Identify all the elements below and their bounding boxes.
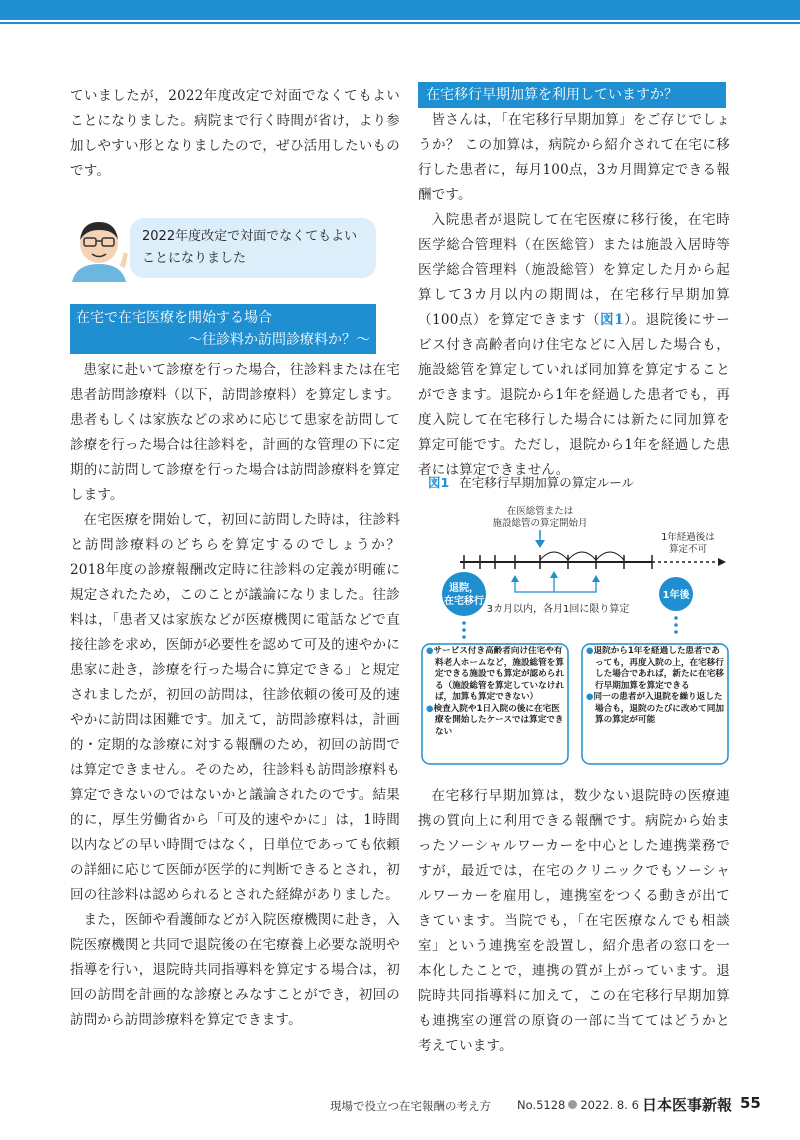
issue-info bbox=[517, 1098, 639, 1112]
figure-caption bbox=[428, 473, 634, 491]
note-right-content bbox=[586, 646, 724, 762]
left-intro bbox=[70, 84, 400, 184]
intro-paragraph: ていましたが，2022年度改定で対面でなくてもよいことになりました。病院まで行く時間が省け，より参加しやすい形となりましたので，ぜひ活用したいものです。 bbox=[70, 88, 400, 179]
body-paragraph: 患家に赴いて診療を行った場合，往診料または在宅患者訪問診療料（以下，訪問診療料）を算定します。患者もしくは家族などの求めに応じて患家を訪問して診療を行った場合は往診料を，計画的な管理の下に定期的に訪問して診療を行った場合は訪問診療料を算定します。 bbox=[70, 362, 400, 503]
figure-number: 図1 bbox=[428, 475, 450, 490]
bullet-icon: ● bbox=[426, 703, 434, 714]
top-rule bbox=[0, 22, 800, 24]
figure-diagram bbox=[420, 500, 730, 770]
note-item: 退院から1年を経過した患者であっても，再度入院の上，在宅移行した場合であれば，新たに在宅移行早期加算を算定できる bbox=[593, 646, 724, 691]
right-body-bottom bbox=[418, 784, 730, 1059]
start-label-1: 在医総管または bbox=[506, 506, 574, 517]
after-label-2: 算定不可 bbox=[668, 544, 708, 555]
body-paragraph: 在宅移行早期加算は，数少ない退院時の医療連携の質向上に利用できる報酬です。病院から始まったソーシャルワーカーを中心とした連携業務ですが，最近では，在宅のクリニックでもソーシャルワーカーを雇用し，連携室をつくる動きが出てきています。当院でも，「在宅医療なんでも相談室」という連携室を設置し，紹介患者の窓口を一本化したことで，連携の質が上がっています。退院時共同指導料に加えて，この在宅移行早期加算も連携室の運営の原資の一部に当ててはどうかと考えています。 bbox=[418, 788, 730, 1054]
text-span: ）。退院後にサービス付き高齢者向け住宅などに入居した場合も，施設総管を算定していれば同加算を算定することができます。退院から1年を経過した患者でも，再度入院して在宅移行した場合には新たに同加算を算定可能です。ただし，退院から1年を経過した患者には算定できません。 bbox=[418, 312, 730, 478]
issue-number: No.5128 bbox=[517, 1098, 566, 1112]
body-paragraph: 在宅医療を開始して，初回に訪問した時は，往診料と訪問診療料のどちらを算定するのでしょうか？ 2018年度の診療報酬改定時に往診料の定義が明確に規定されたため，このことが議論になりました。往診料は，「患者又は家族などが医療機関に電話などで直接往診を求め，医師が必要性を認めて可及的速やかに患家に赴き，診療を行った場合に算定できる」と規定されましたが，初回の訪問は，往診依頼の後可及的速やかに訪問は困難です。加えて，訪問診療料は，計画的・定期的な診療に対する報酬のため，初回の訪問では算定できません。そのため，往診料も訪問診療料も算定できないのではないかと議論されたのです。結果的に，厚生労働省から「可及的速やかに」は，1時間以内などの早い時間ではなく，日単位であっても依頼の詳細に応じて医師が医学的に判断できるとされ，初回の往診料は認められるとされた経緯がありました。 bbox=[70, 512, 400, 903]
month-arcs bbox=[540, 552, 624, 560]
top-color-bar bbox=[0, 0, 800, 20]
issue-date: 2022. 8. 6 bbox=[580, 1098, 639, 1112]
billing-arrow-heads-icon bbox=[511, 571, 600, 582]
after-label-1: 1年経過後は bbox=[661, 532, 715, 543]
right-body-top bbox=[418, 108, 730, 483]
start-label-2: 施設総管の算定開始月 bbox=[492, 518, 588, 529]
series-title: 現場で役立つ在宅報酬の考え方 bbox=[330, 1099, 491, 1113]
section-heading-home-care-start bbox=[70, 304, 376, 354]
start-arrow-head-icon bbox=[535, 540, 545, 548]
left-body bbox=[70, 358, 400, 1033]
page-footer bbox=[0, 1090, 800, 1120]
one-year-label: 1年後 bbox=[662, 590, 690, 601]
section-heading-early-transition bbox=[418, 82, 726, 108]
discharge-circle bbox=[442, 572, 486, 616]
note-item: 検査入院や1日入院の後に在宅医療を開始したケースでは算定できない bbox=[433, 703, 564, 737]
timeline-arrow-icon bbox=[718, 558, 726, 566]
publication-name: 日本医事新報 bbox=[642, 1096, 733, 1114]
dot-icon bbox=[568, 1100, 577, 1109]
heading-line-2: 〜往診料か訪問診療料か？〜 bbox=[188, 332, 370, 348]
page-number: 55 bbox=[740, 1094, 761, 1112]
billing-markers bbox=[515, 576, 596, 592]
range-label: 3カ月以内，各月1回に限り算定 bbox=[486, 604, 630, 615]
bubble-text: 2022年度改定で対面でなくてもよいことになりました bbox=[142, 229, 358, 266]
body-paragraph: 皆さんは，「在宅移行早期加算」をご存じでしょうか？ この加算は，病院から紹介されて在宅に移行した患者に，毎月100点，3カ月間算定できる報酬です。 bbox=[418, 112, 730, 203]
note-item: サービス付き高齢者向け住宅や有料老人ホームなど，施設総管を算定できる施設でも算定が認められる（施設総管を算定していなければ，加算も算定できない） bbox=[433, 646, 564, 702]
discharge-label-1: 退院， bbox=[449, 583, 479, 594]
bullet-icon: ● bbox=[586, 692, 594, 702]
speech-bubble bbox=[130, 218, 376, 278]
heading-line-1: 在宅で在宅医療を開始する場合 bbox=[76, 310, 272, 326]
body-paragraph: また，医師や看護師などが入院医療機関に赴き，入院医療機関と共同で退院後の在宅療養上必要な説明や指導を行い，退院時共同指導料を算定する場合は，初回の訪問を計画的な診療とみなすことができ，初回の訪問から訪問診療料を算定できます。 bbox=[70, 912, 400, 1028]
dot-connector-left bbox=[462, 621, 466, 639]
note-item: 同一の患者が入退院を繰り返した場合も，退院のたびに改めて同加算の算定が可能 bbox=[593, 692, 724, 725]
body-paragraph bbox=[418, 208, 730, 483]
doctor-avatar-icon bbox=[68, 214, 130, 282]
note-left-content bbox=[426, 646, 564, 762]
heading-text: 在宅移行早期加算を利用していますか？ bbox=[426, 87, 678, 103]
dot-connector-right bbox=[674, 616, 678, 634]
figure-reference: 図1 bbox=[600, 312, 624, 328]
discharge-label-2: 在宅移行 bbox=[444, 596, 484, 607]
bullet-icon: ● bbox=[426, 646, 434, 656]
figure-title: 在宅移行早期加算の算定ルール bbox=[459, 475, 634, 490]
text-span: 入院患者が退院して在宅医療に移行後，在宅時医学総合管理料（在医総管）または施設入居時等医学総合管理料（施設総管）を算定した月から起算して3カ月以内の期間は，在宅移行早期加算（100点）を算定できます（ bbox=[418, 212, 730, 328]
bullet-icon: ● bbox=[586, 646, 594, 656]
